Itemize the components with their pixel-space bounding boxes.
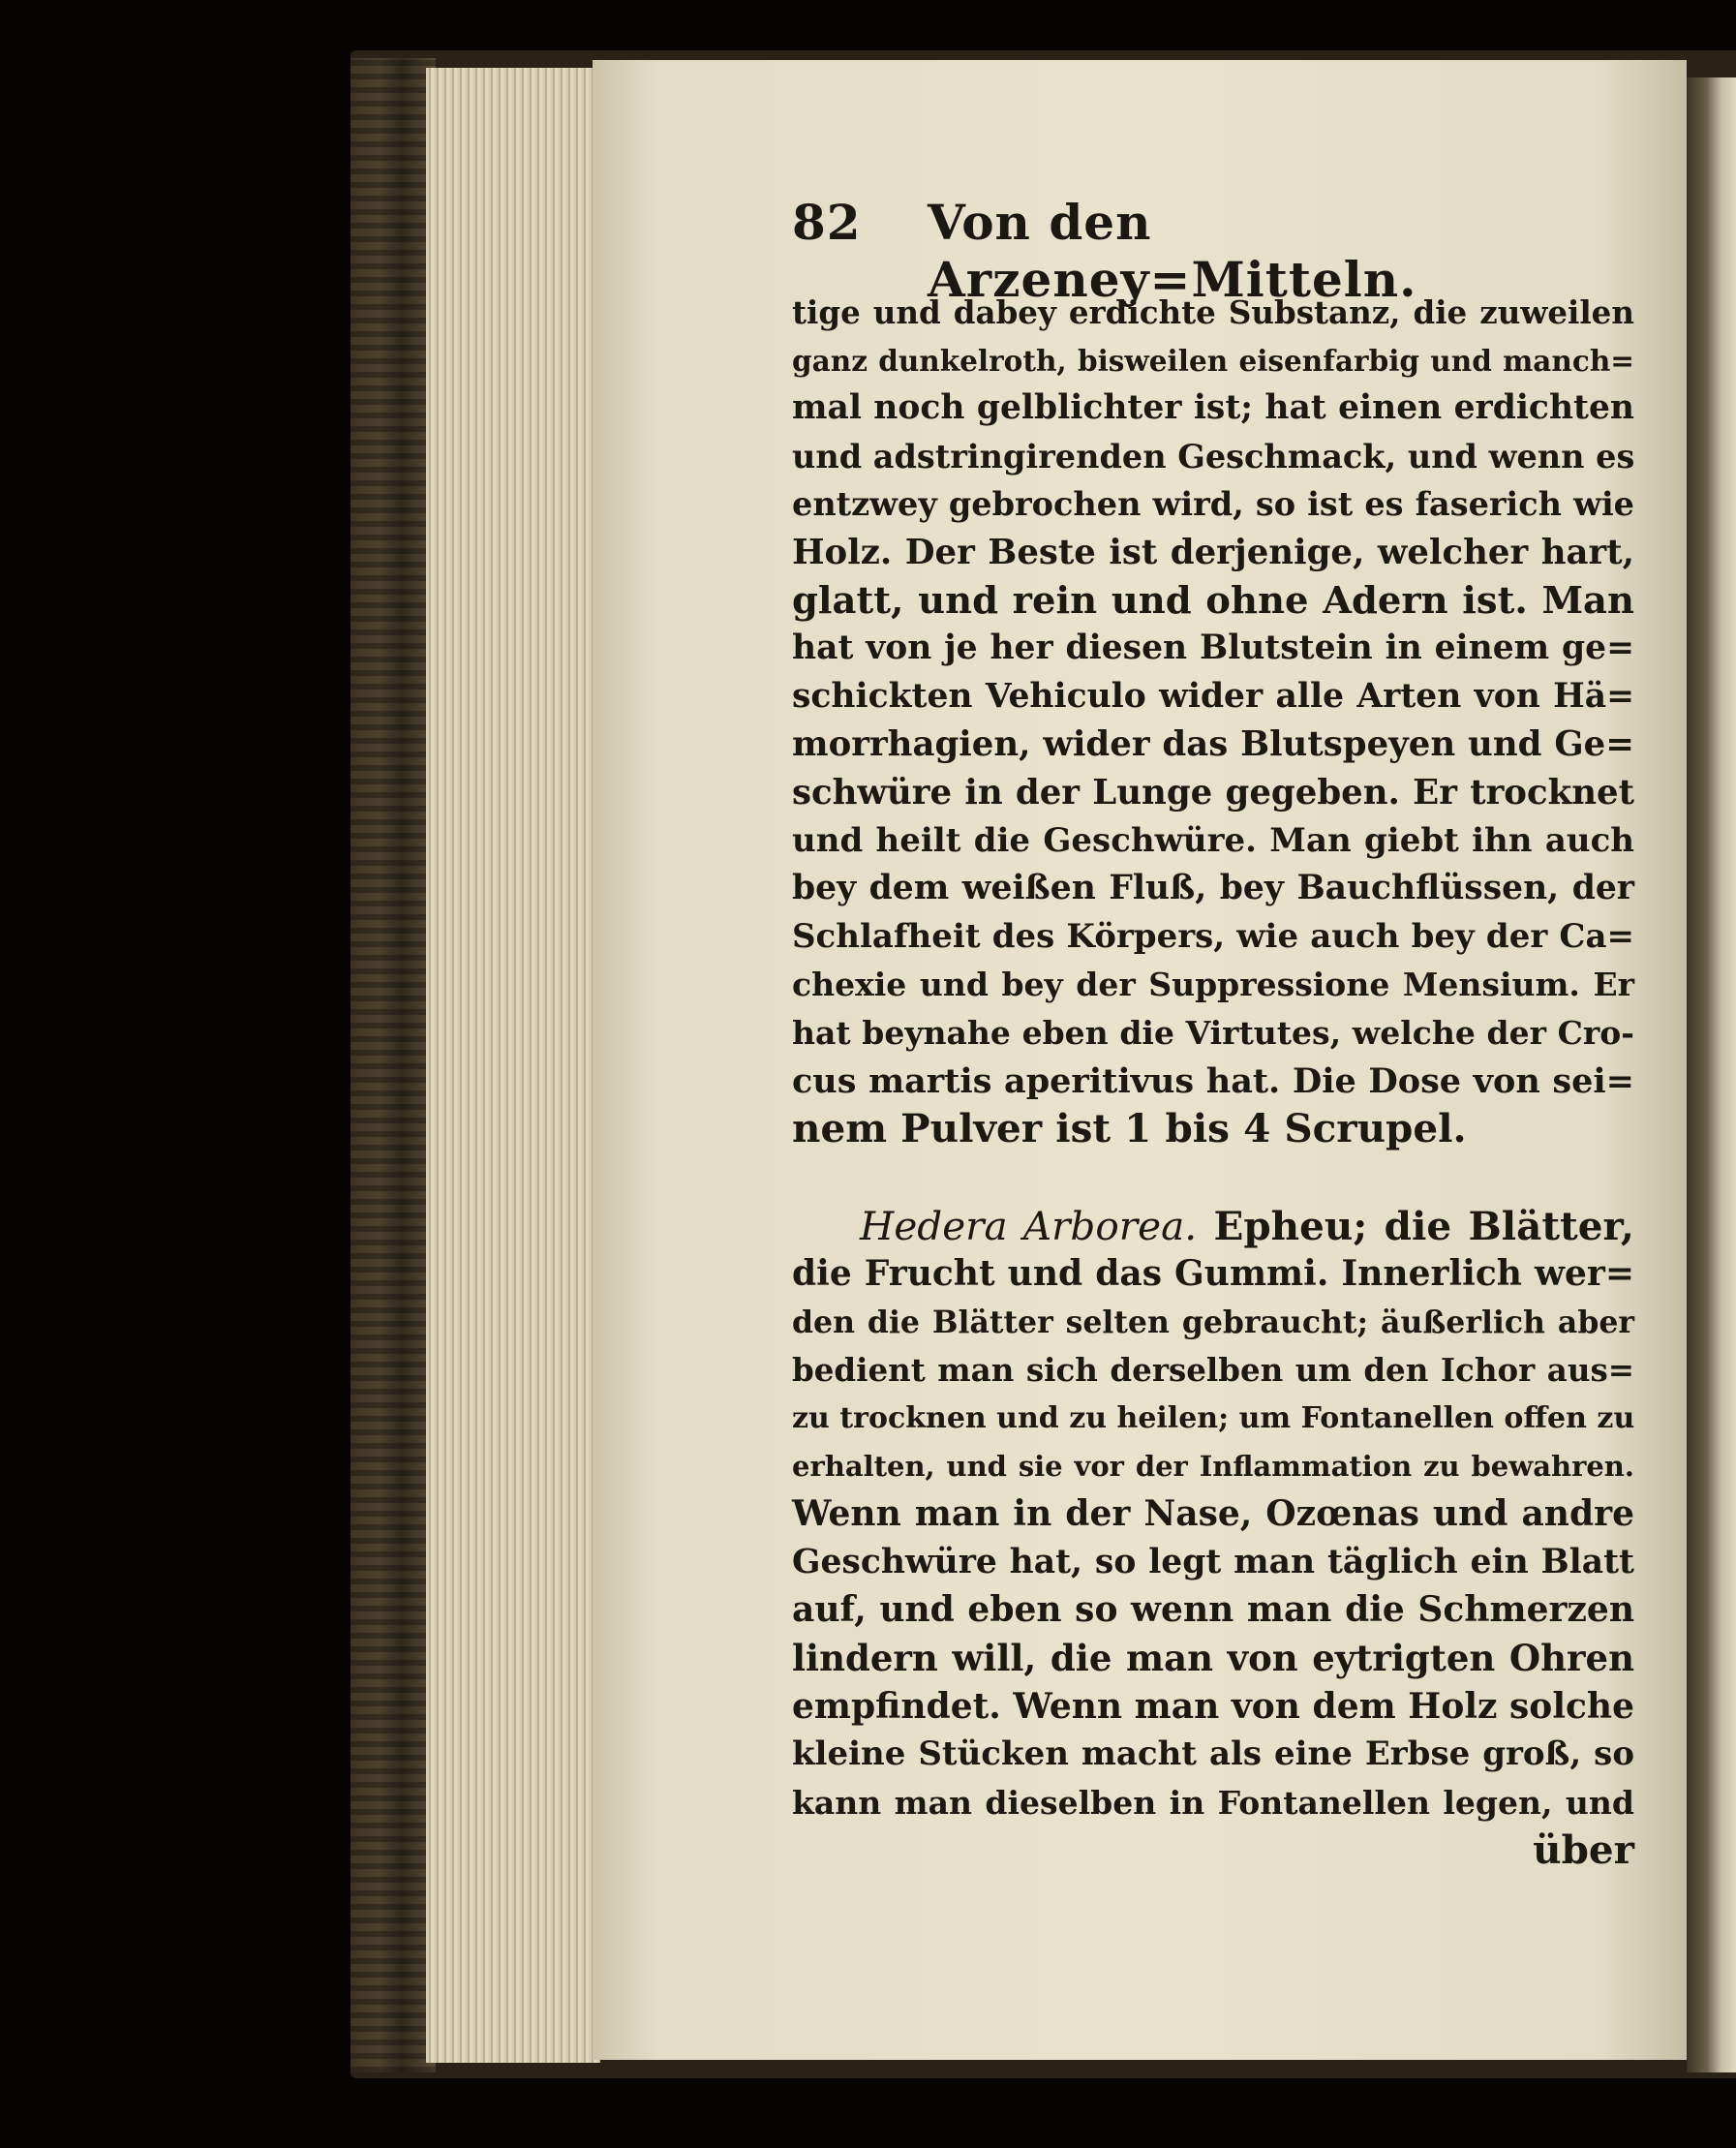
text-line: und adstringirenden Geschmack, und wenn es [792,437,1635,476]
text-line: und heilt die Geschwüre. Man giebt ihn auch [792,820,1634,860]
text-line: Schlafheit des Körpers, wie auch bey der Ca= [792,916,1634,956]
text-line: schwüre in der Lunge gegeben. Er trocknet [792,772,1634,813]
text-line: cus martis aperitivus hat. Die Dose von sei= [792,1060,1634,1101]
entry-heading: Hedera Arborea. [860,1202,1198,1249]
text-line: ganz dunkelroth, bisweilen eisenfarbig und manch= [792,343,1634,378]
text-line: nem Pulver ist 1 bis 4 Scrupel. [792,1105,1467,1152]
text-line: Holz. Der Beste ist derjenige, welcher hart, [792,532,1634,572]
text-line: kann man dieselben in Fontanellen legen, und [792,1783,1634,1822]
running-title: Von den Arzeney=Mitteln. [928,194,1417,308]
running-header [792,194,1625,308]
cover-edge [350,58,436,2072]
text-line: den die Blätter selten gebraucht; äußerlich aber [792,1304,1634,1340]
text-line: entzwey gebrochen wird, so ist es faserich wie [792,485,1634,524]
text-line: zu trocknen und zu heilen; um Fontanellen offen zu [792,1401,1635,1436]
text-line: morrhagien, wider das Blutspeyen und Ge= [792,724,1634,765]
text-line: chexie und bey der Suppressione Mensium. Er [792,966,1634,1004]
text-line: mal noch gelblichter ist; hat einen erdichten [792,388,1634,428]
text-line: hat beynahe eben die Virtutes, welche der Cro- [792,1013,1634,1052]
text-line: auf, und eben so wenn man die Schmerzen [792,1589,1634,1631]
entry-first-line-text: Epheu; die Blätter, [1213,1202,1634,1249]
text-line: Geschwüre hat, so legt man täglich ein Blatt [792,1542,1634,1581]
text-line: lindern will, die man von eytrigten Ohren [792,1637,1634,1680]
entry-first-line [792,1203,1634,1251]
text-line: tige und dabey erdichte Substanz, die zuweilen [792,293,1634,331]
text-line: schickten Vehiculo wider alle Arten von Hä= [792,676,1634,716]
paragraph-gap [792,1153,1634,1203]
text-line: glatt, und rein und ohne Adern ist. Man [792,578,1634,623]
gutter [1687,77,1736,2072]
text-line: bedient man sich derselben um den Ichor aus= [792,1351,1634,1390]
page-number: 82 [792,194,862,251]
body-text [792,289,1634,1875]
page-edges [426,68,600,2063]
catchword: über [1533,1826,1634,1874]
text-line: Wenn man in der Nase, Ozœnas und andre [792,1493,1634,1535]
text-line: die Frucht und das Gummi. Innerlich wer= [792,1253,1634,1295]
text-line: kleine Stücken macht als eine Erbse groß, so [792,1734,1634,1774]
text-line: empfindet. Wenn man von dem Holz solche [792,1685,1634,1727]
text-line: hat von je her diesen Blutstein in einem ge= [792,629,1634,668]
text-line: erhalten, und sie vor der Inflammation zu bewahren. [792,1449,1634,1483]
text-line: bey dem weißen Fluß, bey Bauchflüssen, der [792,869,1634,908]
